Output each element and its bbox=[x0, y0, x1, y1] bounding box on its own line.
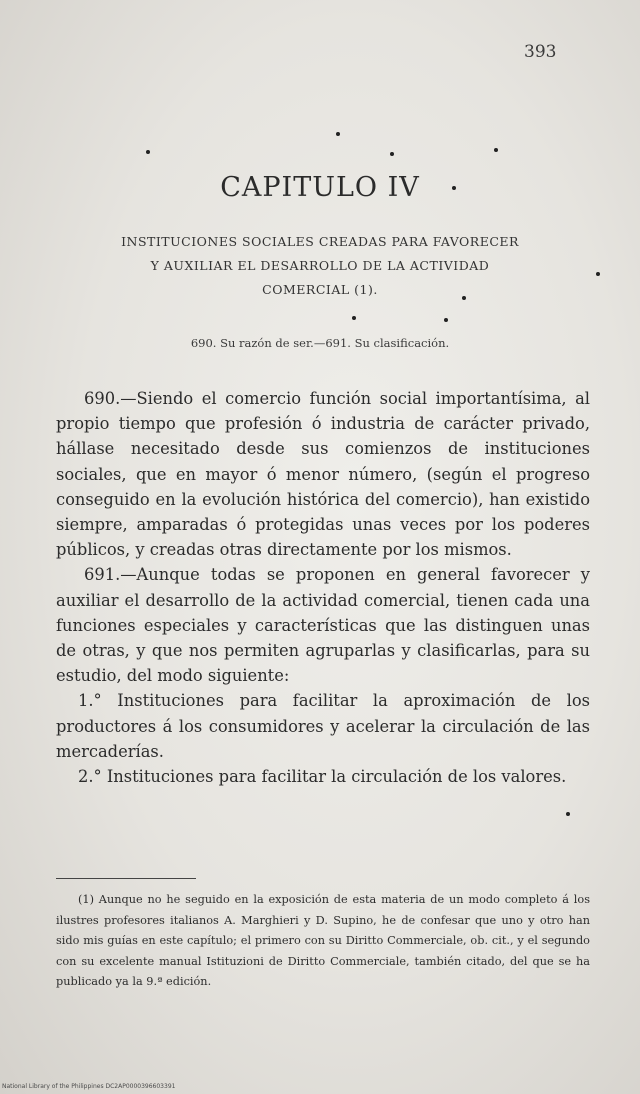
body-text bbox=[56, 386, 590, 789]
subtitle-line-3: COMERCIAL (1). bbox=[262, 282, 378, 297]
footnote-divider bbox=[56, 878, 196, 879]
speck bbox=[336, 132, 340, 136]
footnote-text: (1) Aunque no he seguido en la exposición de esta materia de un modo completo á los ilustres profesores italianos A. Marghieri y D. Supino, he de confesar que uno y otro han sido mis guías en este capítulo; el primero con su Diritto Commerciale, ob. cit., y el segundo con su excelente manual Istituzioni de Diritto Commerciale, también citado, del que se ha publicado ya la 9.ª edición. bbox=[56, 893, 590, 988]
speck bbox=[352, 316, 356, 320]
speck bbox=[462, 296, 466, 300]
speck bbox=[596, 272, 600, 276]
list-item-1: 1.° Instituciones para facilitar la aproximación de los productores á los consumidores y acelerar la circulación de las mercaderías. bbox=[56, 691, 590, 761]
chapter-title: CAPITULO IV bbox=[220, 172, 420, 203]
chapter-subtitle bbox=[60, 230, 580, 302]
section-summary: 690. Su razón de ser.—691. Su clasificación. bbox=[190, 336, 450, 350]
library-watermark: National Library of the Philippines DC2AP0000396603391 bbox=[2, 1083, 176, 1090]
speck bbox=[452, 186, 456, 190]
subtitle-line-2: Y AUXILIAR EL DESARROLLO DE LA ACTIVIDAD bbox=[150, 258, 490, 273]
speck bbox=[444, 318, 448, 322]
paragraph-690: 690.—Siendo el comercio función social importantísima, al propio tiempo que profesión ó industria de carácter privado, hállase necesitado desde sus comienzos de instituciones sociales, que en mayor ó menor número, (según el progreso conseguido en la evolución histórica del comercio), han existido siempre, amparadas ó protegidas unas veces por los poderes públicos, y creadas otras directamente por los mismos. bbox=[56, 389, 590, 560]
list-item-2: 2.° Instituciones para facilitar la circulación de los valores. bbox=[78, 767, 567, 787]
footnote bbox=[56, 890, 590, 993]
speck bbox=[390, 152, 394, 156]
paragraph-691: 691.—Aunque todas se proponen en general favorecer y auxiliar el desarrollo de la actividad comercial, tienen cada una funciones especiales y características que las distinguen unas de otras, y que nos permiten agruparlas y clasificarlas, para su estudio, del modo siguiente: bbox=[56, 565, 590, 686]
subtitle-line-1: INSTITUCIONES SOCIALES CREADAS PARA FAVORECER bbox=[121, 234, 519, 249]
speck bbox=[566, 812, 570, 816]
speck bbox=[146, 150, 150, 154]
page-number: 393 bbox=[524, 42, 557, 62]
speck bbox=[494, 148, 498, 152]
